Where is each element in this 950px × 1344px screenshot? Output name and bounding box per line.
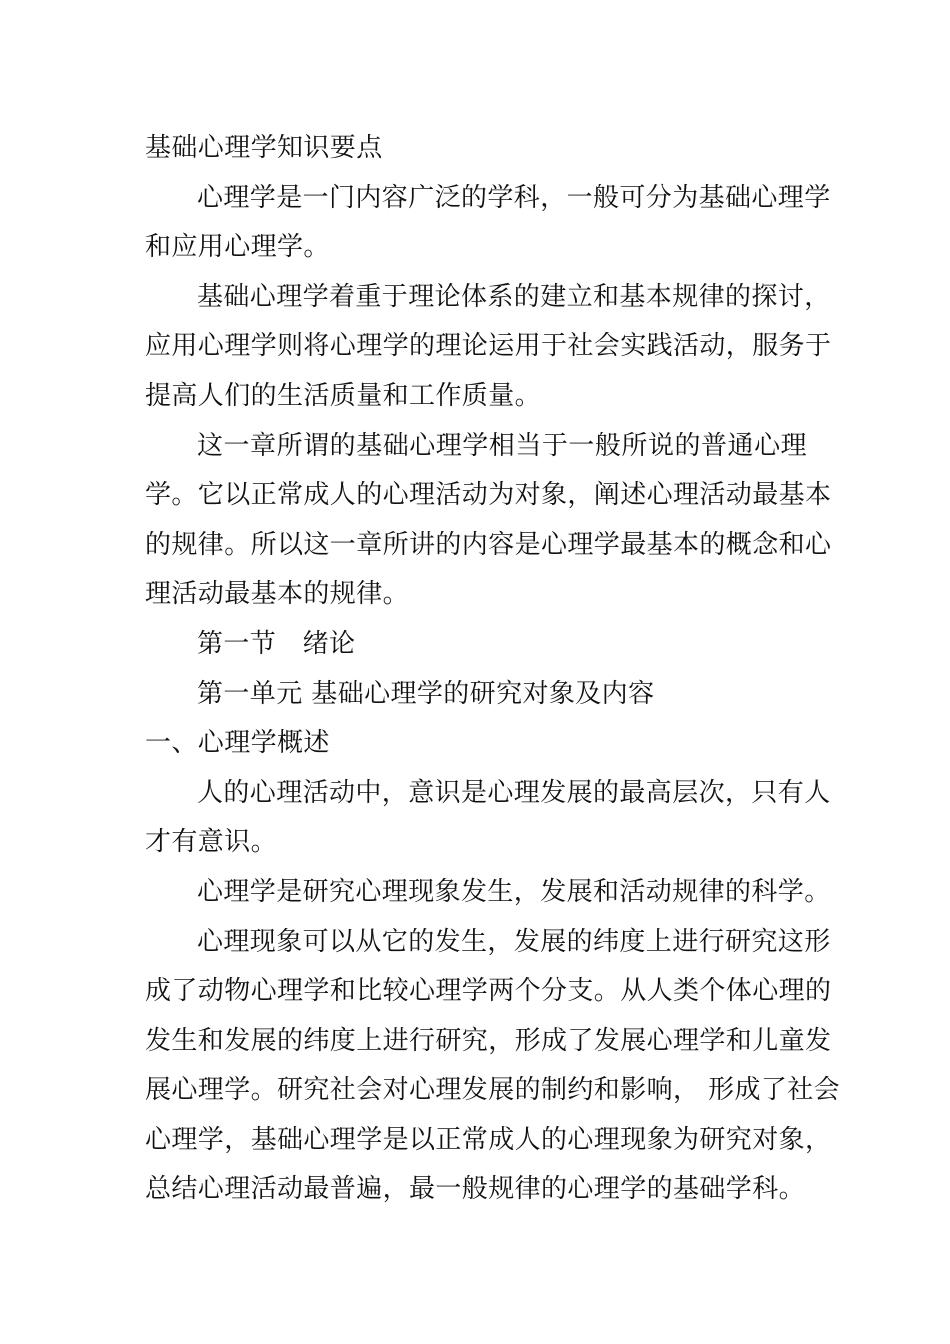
paragraph-line: 这一章所谓的基础心理学相当于一般所说的普通心理	[197, 430, 807, 461]
paragraph-line: 成了动物心理学和比较心理学两个分支。从人类个体心理的	[145, 976, 832, 1007]
paragraph-line: 心理学是一门内容广泛的学科，一般可分为基础心理学	[197, 182, 831, 213]
document-title: 基础心理学知识要点	[145, 133, 383, 163]
paragraph-line: 心理学是研究心理现象发生，发展和活动规律的科学。	[197, 876, 831, 907]
paragraph-line: 心理现象可以从它的发生，发展的纬度上进行研究这形	[197, 926, 831, 957]
section-heading: 第一节 绪论	[197, 628, 356, 659]
paragraph-line: 提高人们的生活质量和工作质量。	[145, 380, 542, 411]
paragraph-line: 总结心理活动最普遍，最一般规律的心理学的基础学科。	[145, 1174, 806, 1205]
paragraph-line: 才有意识。	[145, 827, 278, 858]
paragraph-line: 心理学，基础心理学是以正常成人的心理现象为研究对象，	[145, 1124, 832, 1155]
paragraph-line: 基础心理学着重于理论体系的建立和基本规律的探讨，	[197, 281, 831, 312]
paragraph-line: 的规律。所以这一章所讲的内容是心理学最基本的概念和心	[145, 529, 832, 560]
paragraph-line: 理活动最基本的规律。	[145, 579, 410, 610]
paragraph-line: 展心理学。研究社会对心理发展的制约和影响， 形成了社会	[145, 1075, 841, 1106]
paragraph-line: 和应用心理学。	[145, 232, 330, 263]
unit-heading: 第一单元 基础心理学的研究对象及内容	[197, 678, 655, 709]
document-body	[145, 124, 841, 1215]
paragraph-line: 应用心理学则将心理学的理论运用于社会实践活动，服务于	[145, 331, 832, 362]
paragraph-line: 学。它以正常成人的心理活动为对象，阐述心理活动最基本	[145, 480, 832, 511]
subsection-heading: 一、心理学概述	[145, 728, 330, 759]
paragraph-line: 人的心理活动中，意识是心理发展的最高层次，只有人	[197, 777, 831, 808]
paragraph-line: 发生和发展的纬度上进行研究，形成了发展心理学和儿童发	[145, 1025, 832, 1056]
